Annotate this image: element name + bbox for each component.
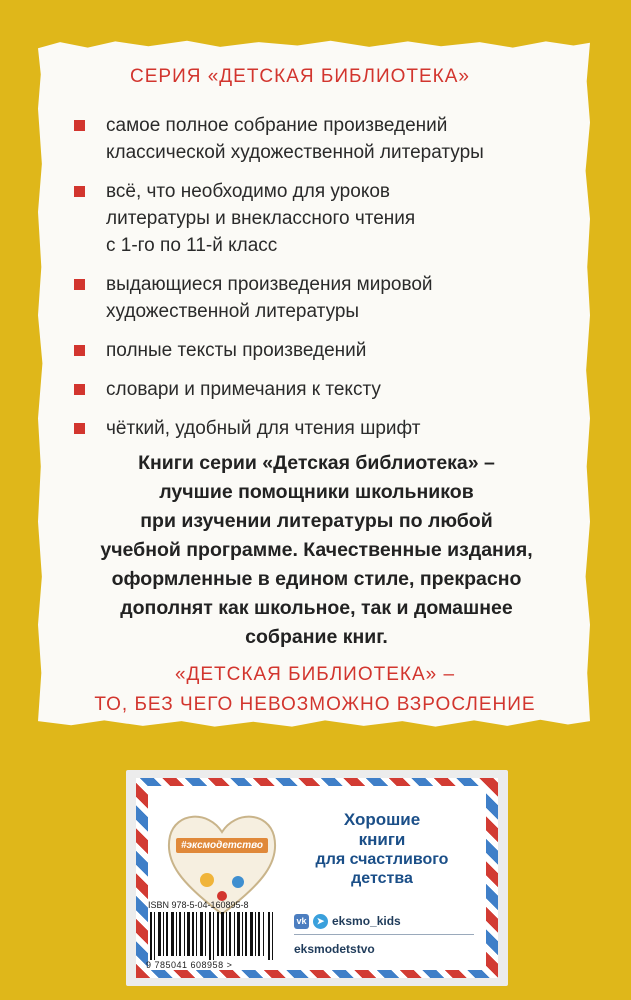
list-item-line: словари и примечания к тексту [106, 379, 381, 400]
card-heading-line: для счастливого [315, 851, 449, 868]
list-item-line: классической художественной литературы [106, 142, 484, 163]
list-item [74, 337, 544, 364]
list-item-line: полные тексты произведений [106, 340, 367, 361]
list-item-line: с 1-го по 11-й класс [106, 235, 278, 256]
description-line: дополнят как школьное, так и домашнее [120, 597, 513, 619]
description-line: собрание книг. [245, 626, 388, 648]
description-line: оформленные в едином стиле, прекрасно [111, 568, 522, 590]
list-item-line: выдающиеся произведения мировой [106, 274, 433, 295]
list-item [74, 415, 544, 442]
tagline-line: «ДЕТСКАЯ БИБЛИОТЕКА» – [174, 664, 456, 685]
tagline [60, 660, 570, 720]
description-paragraph [70, 449, 563, 652]
bullet-square-icon [74, 384, 85, 395]
description-line: лучшие помощники школьников [159, 481, 474, 503]
website-link[interactable]: eksmodetstvo [294, 942, 375, 956]
bullet-square-icon [74, 279, 85, 290]
heart-label: #эксмодетство [180, 840, 264, 851]
social-row [294, 912, 401, 930]
social-handle[interactable]: eksmo_kids [332, 914, 401, 928]
list-item-line: всё, что необходимо для уроков [106, 181, 391, 202]
list-item [74, 112, 544, 166]
description-line: при изучении литературы по любой [140, 510, 493, 532]
series-title: СЕРИЯ «ДЕТСКАЯ БИБЛИОТЕКА» [130, 66, 470, 87]
description-line: Книги серии «Детская библиотека» – [138, 452, 495, 474]
bullet-square-icon [74, 186, 85, 197]
isbn-text: ISBN 978-5-04-160895-8 [148, 900, 249, 910]
barcode-number: 9 785041 608958 > [146, 960, 233, 970]
list-item-line: художественной литературы [106, 301, 360, 322]
divider [294, 934, 474, 935]
list-item [74, 376, 544, 403]
list-item-line: чёткий, удобный для чтения шрифт [106, 418, 421, 439]
card-heading-line: детства [351, 870, 413, 887]
vk-icon[interactable]: vk [294, 914, 309, 929]
bullet-square-icon [74, 120, 85, 131]
card-heading-line: книги [358, 830, 406, 849]
tagline-line: ТО, БЕЗ ЧЕГО НЕВОЗМОЖНО ВЗРОСЛЕНИЕ [94, 694, 536, 715]
feature-list [74, 112, 544, 454]
list-item [74, 271, 544, 325]
bullet-square-icon [74, 345, 85, 356]
list-item-line: самое полное собрание произведений [106, 115, 448, 136]
bullet-square-icon [74, 423, 85, 434]
card-heading [292, 810, 472, 888]
description-line: учебной программе. Качественные издания, [100, 539, 533, 561]
publisher-card [126, 770, 508, 986]
list-item [74, 178, 544, 259]
barcode-icon [148, 912, 278, 960]
telegram-icon[interactable]: ➤ [313, 914, 328, 929]
card-heading-line: Хорошие [343, 810, 421, 829]
list-item-line: литературы и внеклассного чтения [106, 208, 416, 229]
